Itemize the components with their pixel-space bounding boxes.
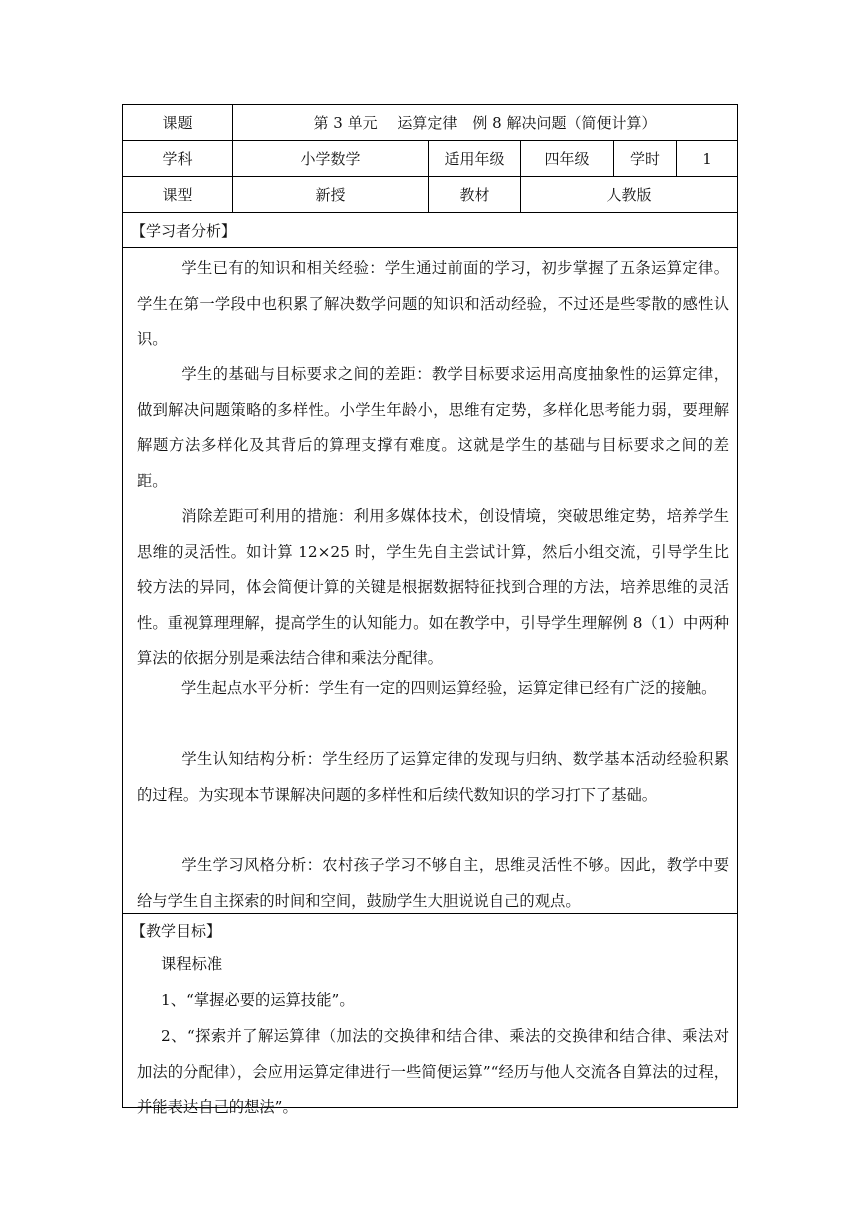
- learner-analysis-heading: 【学习者分析】: [123, 213, 737, 248]
- goal-item-1: 1、“掌握必要的运算技能”。: [161, 991, 355, 1009]
- type-value: 新授: [233, 177, 429, 212]
- analysis-paragraph: 学生的基础与目标要求之间的差距：教学目标要求运用高度抽象性的运算定律，做到解决问题策略的多样性。小学生年龄小，思维有定势，多样化思考能力弱，要理解解题方法多样化及其背后的算理支撑有难度。这就是学生的基础与目标要求之间的差距。: [137, 365, 729, 490]
- type-key: 课型: [123, 177, 233, 212]
- topic-value: 第 3 单元 运算定律 例 8 解决问题（简便计算）: [313, 114, 657, 132]
- goal-item-2: 2、“探索并了解运算律（加法的交换律和结合律、乘法的交换律和结合律、乘法对加法的分配律），会应用运算定律进行一些简便运算”“经历与他人交流各自算法的过程，并能表达自己的想法”。: [137, 1027, 729, 1116]
- subject-key: 学科: [123, 141, 233, 176]
- lesson-plan-table: [122, 104, 738, 1116]
- grade-key: 适用年级: [429, 141, 521, 176]
- type-row: [123, 177, 737, 213]
- hours-key: 学时: [614, 141, 677, 176]
- standard-title: 课程标准: [161, 955, 223, 973]
- analysis-paragraph: 消除差距可利用的措施：利用多媒体技术，创设情境，突破思维定势，培养学生思维的灵活性。如计算 12×25 时，学生先自主尝试计算，然后小组交流，引导学生比较方法的异同，体会简便计算的关键是根据数据特征找到合理的方法，培养思维的灵活性。重视算理理解，提高学生的认知能力。如在教学中，引导学生理解例 8（1）中两种算法的依据分别是乘法结合律和乘法分配律。: [137, 507, 729, 667]
- subject-row: [123, 141, 737, 177]
- teaching-goals-heading: 【教学目标】: [131, 922, 222, 940]
- topic-row: [123, 105, 737, 141]
- grade-value: 四年级: [521, 141, 614, 176]
- textbook-value: 人教版: [606, 186, 652, 204]
- analysis-paragraph: 学生起点水平分析：学生有一定的四则运算经验，运算定律已经有广泛的接触。: [181, 679, 717, 697]
- hours-value: 1: [702, 149, 712, 168]
- analysis-paragraph: 学生学习风格分析：农村孩子学习不够自主，思维灵活性不够。因此，教学中要给与学生自主探索的时间和空间，鼓励学生大胆说说自己的观点。: [137, 856, 729, 910]
- subject-value: 小学数学: [233, 141, 429, 176]
- topic-key: 课题: [123, 105, 233, 140]
- textbook-key: 教材: [429, 177, 521, 212]
- analysis-paragraph: 学生已有的知识和相关经验：学生通过前面的学习，初步掌握了五条运算定律。学生在第一学段中也积累了解决数学问题的知识和活动经验，不过还是些零散的感性认识。: [137, 259, 729, 348]
- analysis-paragraph: 学生认知结构分析：学生经历了运算定律的发现与归纳、数学基本活动经验积累的过程。为实现本节课解决问题的多样性和后续代数知识的学习打下了基础。: [137, 750, 729, 804]
